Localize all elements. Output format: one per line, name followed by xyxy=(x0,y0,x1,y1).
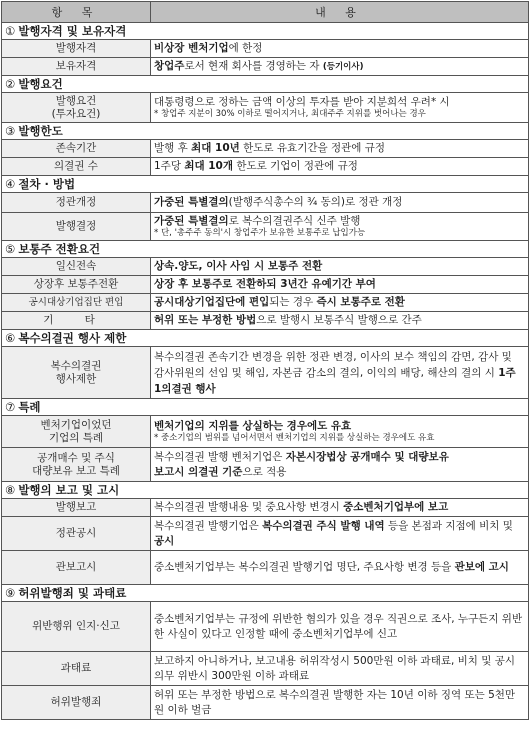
table-row xyxy=(2,499,529,517)
section-number: ⑤ xyxy=(5,241,16,256)
section-title: 발행한도 xyxy=(18,123,63,138)
row-label: 발행결정 xyxy=(2,213,151,241)
section-title: 절차 · 방법 xyxy=(18,176,76,191)
row-label: 과태료 xyxy=(2,652,151,686)
row-value: 허위 또는 부정한 방법으로 복수의결권 발행한 자는 10년 이하 징역 또는 5천만원 이하 벌금 xyxy=(151,686,529,720)
table-row xyxy=(2,551,529,585)
table-row xyxy=(2,276,529,294)
section-number: ⑨ xyxy=(5,585,16,600)
row-label: 발행보고 xyxy=(2,499,151,517)
row-value: 1주당 최대 10개 한도로 기업이 정관에 규정 xyxy=(151,158,529,176)
section-title: 보통주 전환요건 xyxy=(18,241,101,256)
section-title: 발행의 보고 및 고시 xyxy=(18,482,120,497)
section-row xyxy=(2,241,529,258)
section-title: 허위발행죄 및 과태료 xyxy=(18,585,127,600)
table-row xyxy=(2,213,529,241)
table-row xyxy=(2,93,529,123)
section-title: 복수의결권 행사 제한 xyxy=(18,330,127,345)
section-number: ⑥ xyxy=(5,330,16,345)
header-content: 내 용 xyxy=(151,2,529,23)
row-value: 대통령령으로 정하는 금액 이상의 투자를 받아 지분희석 우려* 시 * 창업주 지분이 30% 이하로 떨어지거나, 최대주주 지위를 벗어나는 경우 xyxy=(151,93,529,123)
table-row xyxy=(2,517,529,551)
row-label: 정관개정 xyxy=(2,193,151,213)
row-value: 복수의결권 존속기간 변경을 위한 정관 변경, 이사의 보수 책임의 감면, 감사 및 감사위원의 선임 및 해임, 자본금 감소의 결의, 이익의 배당, 해산의 결의 시 1주 1의결권 행사 xyxy=(151,347,529,399)
section-row xyxy=(2,585,529,602)
row-value: 비상장 벤처기업에 한정 xyxy=(151,40,529,58)
section-number: ② xyxy=(5,76,16,91)
section-number: ⑦ xyxy=(5,399,16,414)
row-label: 일신전속 xyxy=(2,258,151,276)
section-number: ④ xyxy=(5,176,16,191)
table-header-row xyxy=(2,2,529,23)
row-value: 복수의결권 발행내용 및 중요사항 변경시 중소벤처기업부에 보고 xyxy=(151,499,529,517)
row-label: 복수의결권 행사제한 xyxy=(2,347,151,399)
row-value: 가중된 특별결의로 복수의결권주식 신주 발행 * 단, '총주주 동의'시 창업주가 보유한 보통주로 납입가능 xyxy=(151,213,529,241)
row-value: 보고하지 아니하거나, 보고내용 허위작성시 500만원 이하 과태료, 비치 및 공시의무 위반시 300만원 이하 과태료 xyxy=(151,652,529,686)
row-value: 중소벤처기업부는 규정에 위반한 혐의가 있을 경우 직권으로 조사, 누구든지 위반한 사실이 있다고 인정할 때에 중소벤처기업부에 신고 xyxy=(151,602,529,652)
section-title: 발행자격 및 보유자격 xyxy=(18,23,127,38)
table-row xyxy=(2,193,529,213)
table-row xyxy=(2,602,529,652)
section-number: ③ xyxy=(5,123,16,138)
row-label: 허위발행죄 xyxy=(2,686,151,720)
row-label: 기 타 xyxy=(2,312,151,330)
table-row xyxy=(2,686,529,720)
table-row xyxy=(2,347,529,399)
row-label: 발행요건 (투자요건) xyxy=(2,93,151,123)
table-row xyxy=(2,58,529,76)
row-label: 벤처기업이었던 기업의 특례 xyxy=(2,416,151,448)
table-row xyxy=(2,294,529,312)
row-label: 보유자격 xyxy=(2,58,151,76)
row-label: 정관공시 xyxy=(2,517,151,551)
row-label: 존속기간 xyxy=(2,140,151,158)
section-number: ⑧ xyxy=(5,482,16,497)
footnote: * 창업주 지분이 30% 이하로 떨어지거나, 최대주주 지위를 벗어나는 경우 xyxy=(154,108,426,119)
table-row xyxy=(2,140,529,158)
row-value: 가중된 특별결의(발행주식총수의 ¾ 동의)로 정관 개정 xyxy=(151,193,529,213)
footnote: * 중소기업의 범위를 넘어서면서 벤처기업의 지위를 상실하는 경우에도 유효 xyxy=(154,432,435,443)
table-row xyxy=(2,158,529,176)
row-label: 상장후 보통주전환 xyxy=(2,276,151,294)
section-title: 특례 xyxy=(18,399,41,414)
row-label: 공시대상기업집단 편입 xyxy=(2,294,151,312)
row-label: 공개매수 및 주식 대량보유 보고 특례 xyxy=(2,448,151,482)
row-value: 창업주로서 현재 회사를 경영하는 자 (등기이사) xyxy=(151,58,529,76)
row-label: 의결권 수 xyxy=(2,158,151,176)
section-row xyxy=(2,23,529,40)
section-row xyxy=(2,482,529,499)
row-label: 위반행위 인지·신고 xyxy=(2,602,151,652)
table-row xyxy=(2,258,529,276)
table-row xyxy=(2,416,529,448)
row-value: 발행 후 최대 10년 한도로 유효기간을 정관에 규정 xyxy=(151,140,529,158)
row-label: 관보고시 xyxy=(2,551,151,585)
row-value: 공시대상기업집단에 편입되는 경우 즉시 보통주로 전환 xyxy=(151,294,529,312)
row-value: 상속.양도, 이사 사임 시 보통주 전환 xyxy=(151,258,529,276)
table-row xyxy=(2,40,529,58)
footnote: * 단, '총주주 동의'시 창업주가 보유한 보통주로 납입가능 xyxy=(154,227,366,238)
table-row xyxy=(2,448,529,482)
section-row xyxy=(2,76,529,93)
header-item: 항 목 xyxy=(2,2,151,23)
row-value: 중소벤처기업부는 복수의결권 발행기업 명단, 주요사항 변경 등을 관보에 고시 xyxy=(151,551,529,585)
section-row xyxy=(2,330,529,347)
row-label: 발행자격 xyxy=(2,40,151,58)
document-table xyxy=(1,1,529,720)
section-row xyxy=(2,399,529,416)
section-row xyxy=(2,123,529,140)
section-row xyxy=(2,176,529,193)
section-title: 발행요건 xyxy=(18,76,63,91)
section-number: ① xyxy=(5,23,16,38)
table-row xyxy=(2,312,529,330)
row-value: 복수의결권 발행기업은 복수의결권 주식 발행 내역 등을 본점과 지점에 비치 및 공시 xyxy=(151,517,529,551)
row-value: 허위 또는 부정한 방법으로 발행시 보통주식 발행으로 간주 xyxy=(151,312,529,330)
row-value: 상장 후 보통주로 전환하되 3년간 유예기간 부여 xyxy=(151,276,529,294)
row-value: 복수의결권 발행 벤처기업은 자본시장법상 공개매수 및 대량보유 보고시 의결권 기준으로 적용 xyxy=(151,448,529,482)
row-value: 벤처기업의 지위를 상실하는 경우에도 유효 * 중소기업의 범위를 넘어서면서 벤처기업의 지위를 상실하는 경우에도 유효 xyxy=(151,416,529,448)
table-row xyxy=(2,652,529,686)
